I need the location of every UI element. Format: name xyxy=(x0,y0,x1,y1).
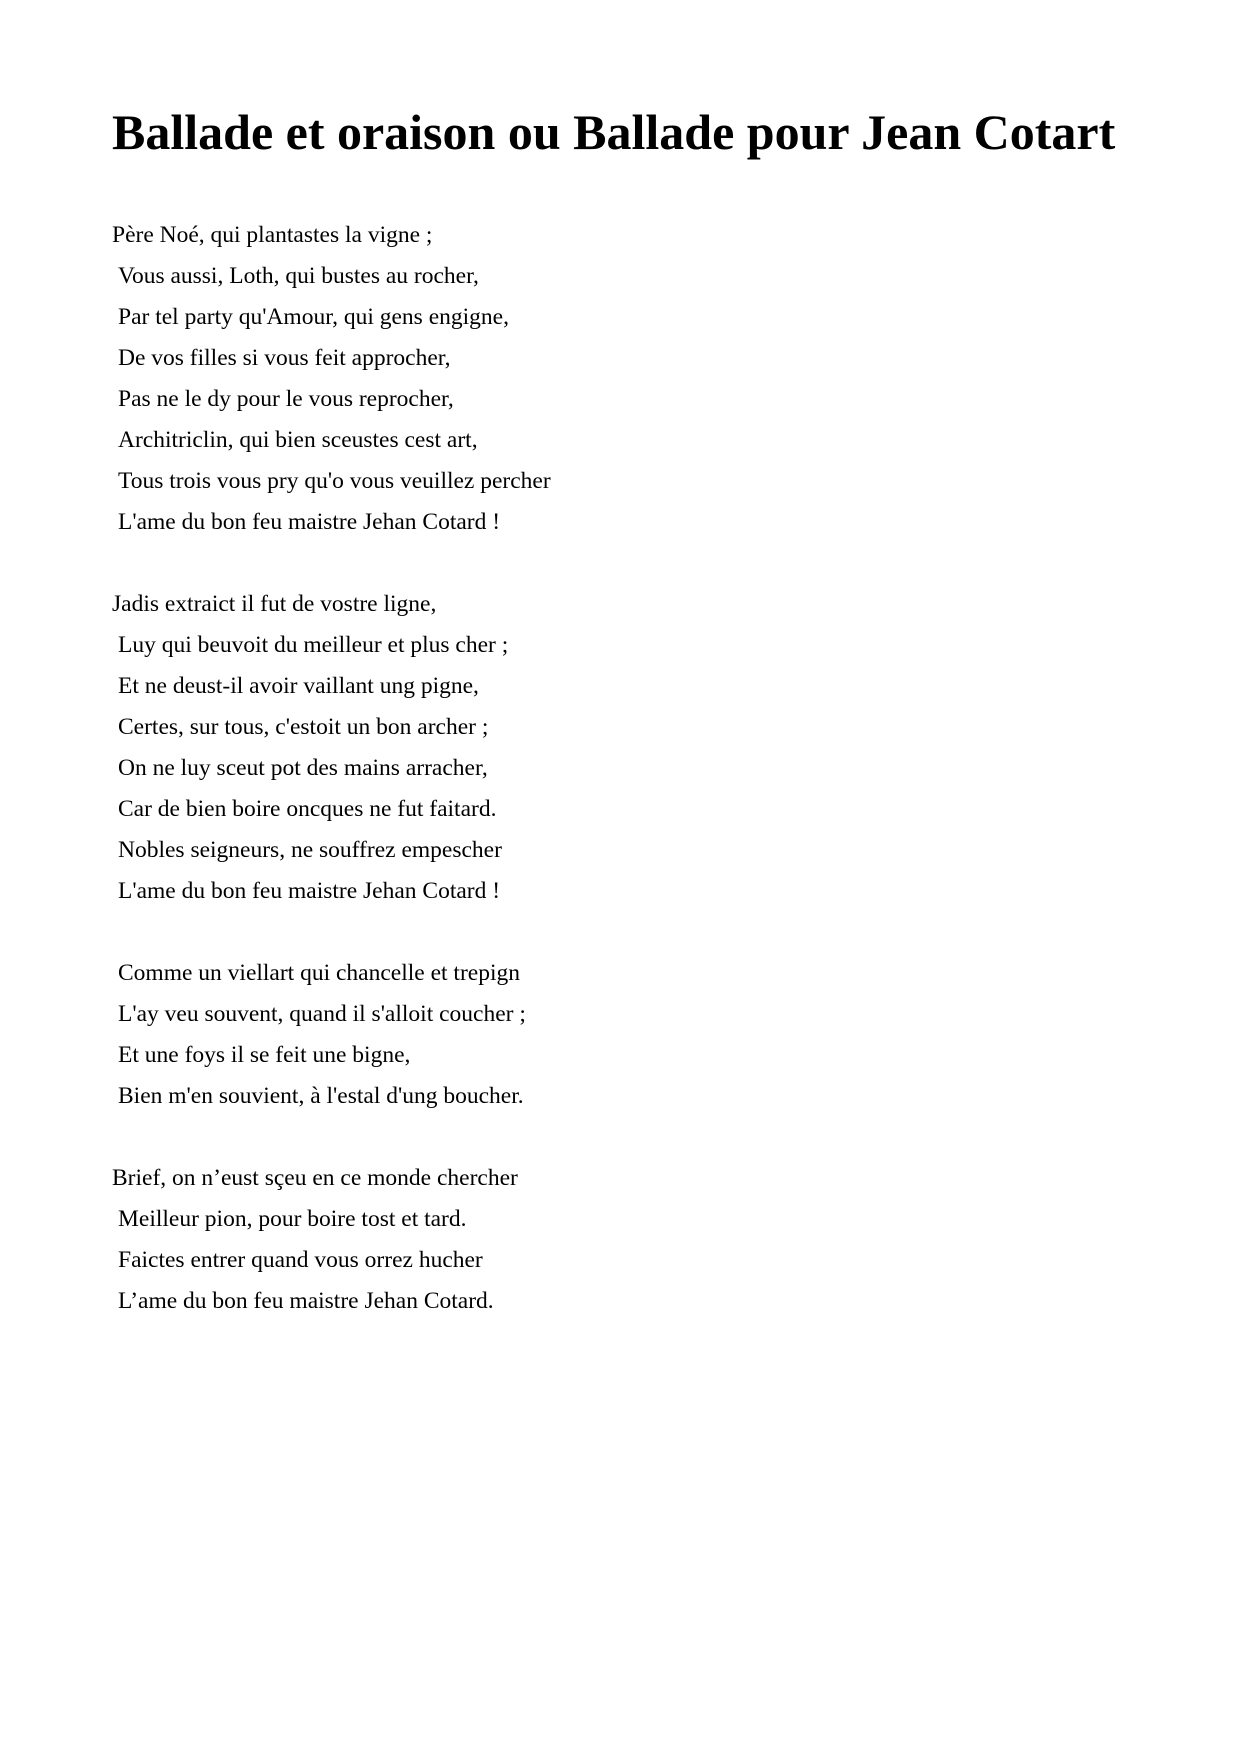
verse-line: Tous trois vous pry qu'o vous veuillez percher xyxy=(118,468,551,494)
verse-line: Luy qui beuvoit du meilleur et plus cher ; xyxy=(118,632,509,658)
verse-line: De vos filles si vous feit approcher, xyxy=(118,345,451,371)
stanza-3 xyxy=(112,953,526,1117)
poem-title: Ballade et oraison ou Ballade pour Jean Cotart xyxy=(112,104,1116,160)
stanza-4 xyxy=(112,1158,518,1322)
verse-line: L'ame du bon feu maistre Jehan Cotard ! xyxy=(118,509,501,535)
verse-line: Architriclin, qui bien sceustes cest art, xyxy=(118,427,478,453)
verse-line: L’ame du bon feu maistre Jehan Cotard. xyxy=(118,1288,494,1314)
verse-line: Car de bien boire oncques ne fut faitard. xyxy=(118,796,497,822)
verse-line: Comme un viellart qui chancelle et trepign xyxy=(118,960,520,986)
verse-line: Vous aussi, Loth, qui bustes au rocher, xyxy=(118,263,479,289)
verse-line: L'ay veu souvent, quand il s'alloit coucher ; xyxy=(118,1001,526,1027)
verse-line: On ne luy sceut pot des mains arracher, xyxy=(118,755,488,781)
verse-line: Pas ne le dy pour le vous reprocher, xyxy=(118,386,454,412)
verse-line: Et une foys il se feit une bigne, xyxy=(118,1042,411,1068)
verse-line: Jadis extraict il fut de vostre ligne, xyxy=(112,591,437,617)
stanza-2 xyxy=(112,584,508,912)
verse-line: L'ame du bon feu maistre Jehan Cotard ! xyxy=(118,878,501,904)
verse-line: Père Noé, qui plantastes la vigne ; xyxy=(112,222,433,248)
verse-line: Certes, sur tous, c'estoit un bon archer ; xyxy=(118,714,489,740)
stanza-1 xyxy=(112,215,551,543)
verse-line: Nobles seigneurs, ne souffrez empescher xyxy=(118,837,502,863)
verse-line: Par tel party qu'Amour, qui gens engigne, xyxy=(118,304,509,330)
verse-line: Brief, on n’eust sçeu en ce monde chercher xyxy=(112,1165,518,1191)
verse-line: Bien m'en souvient, à l'estal d'ung boucher. xyxy=(118,1083,524,1109)
verse-line: Meilleur pion, pour boire tost et tard. xyxy=(118,1206,467,1232)
verse-line: Et ne deust-il avoir vaillant ung pigne, xyxy=(118,673,479,699)
verse-line: Faictes entrer quand vous orrez hucher xyxy=(118,1247,483,1273)
